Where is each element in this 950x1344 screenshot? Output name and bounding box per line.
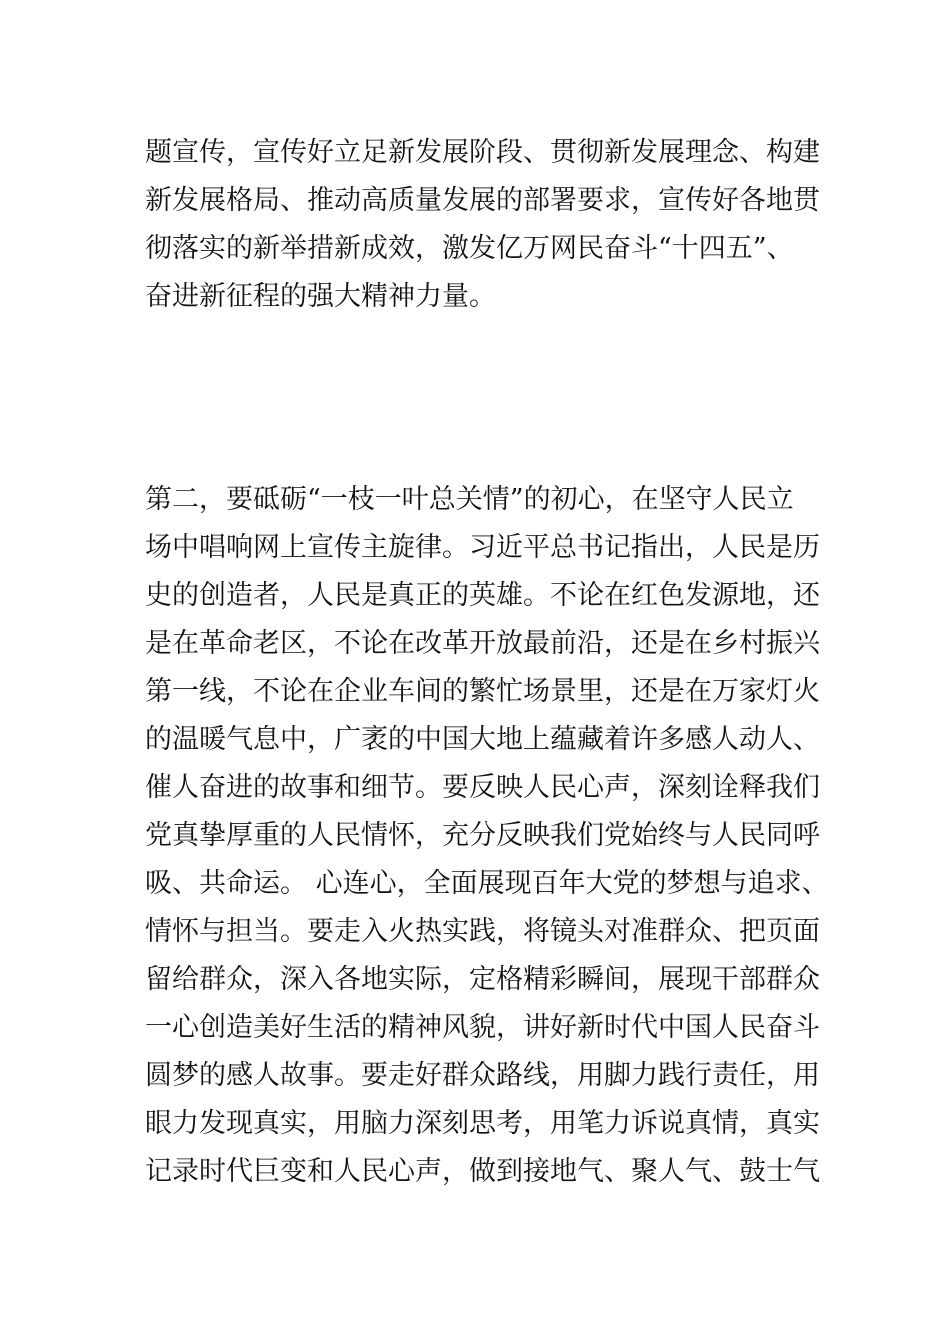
paragraph-2 xyxy=(145,476,829,1196)
text-line: 党真挚厚重的人民情怀，充分反映我们党始终与人民同呼 xyxy=(145,820,820,851)
text-line: 催人奋进的故事和细节。要反映人民心声，深刻诠释我们 xyxy=(145,772,820,803)
text-line: 第一线，不论在企业车间的繁忙场景里，还是在万家灯火 xyxy=(145,676,820,707)
text-line: 留给群众，深入各地实际，定格精彩瞬间，展现干部群众 xyxy=(145,964,820,995)
text-line: 题宣传，宣传好立足新发展阶段、贯彻新发展理念、构建 xyxy=(145,137,820,168)
text-line: 彻落实的新举措新成效，激发亿万网民奋斗“十四五”、 xyxy=(145,233,794,264)
text-line: 一心创造美好生活的精神风貌，讲好新时代中国人民奋斗 xyxy=(145,1012,820,1043)
text-line: 场中唱响网上宣传主旋律。习近平总书记指出，人民是历 xyxy=(145,532,820,563)
text-line: 新发展格局、推动高质量发展的部署要求，宣传好各地贯 xyxy=(145,185,820,216)
text-line: 史的创造者，人民是真正的英雄。不论在红色发源地，还 xyxy=(145,580,820,611)
text-line: 情怀与担当。要走入火热实践，将镜头对准群众、把页面 xyxy=(145,916,820,947)
text-line: 记录时代巨变和人民心声，做到接地气、聚人气、鼓士气 xyxy=(145,1156,820,1187)
text-line: 是在革命老区，不论在改革开放最前沿，还是在乡村振兴 xyxy=(145,628,820,659)
text-line: 第二，要砥砺“一枝一叶总关情”的初心，在坚守人民立 xyxy=(145,484,794,515)
text-line: 圆梦的感人故事。要走好群众路线，用脚力践行责任，用 xyxy=(145,1060,820,1091)
text-line: 的温暖气息中，广袤的中国大地上蕴藏着许多感人动人、 xyxy=(145,724,820,755)
text-line: 眼力发现真实，用脑力深刻思考，用笔力诉说真情，真实 xyxy=(145,1108,820,1139)
paragraph-1 xyxy=(145,129,820,321)
text-line: 奋进新征程的强大精神力量。 xyxy=(145,281,496,312)
text-line: 吸、共命运。 心连心，全面展现百年大党的梦想与追求、 xyxy=(145,868,829,899)
